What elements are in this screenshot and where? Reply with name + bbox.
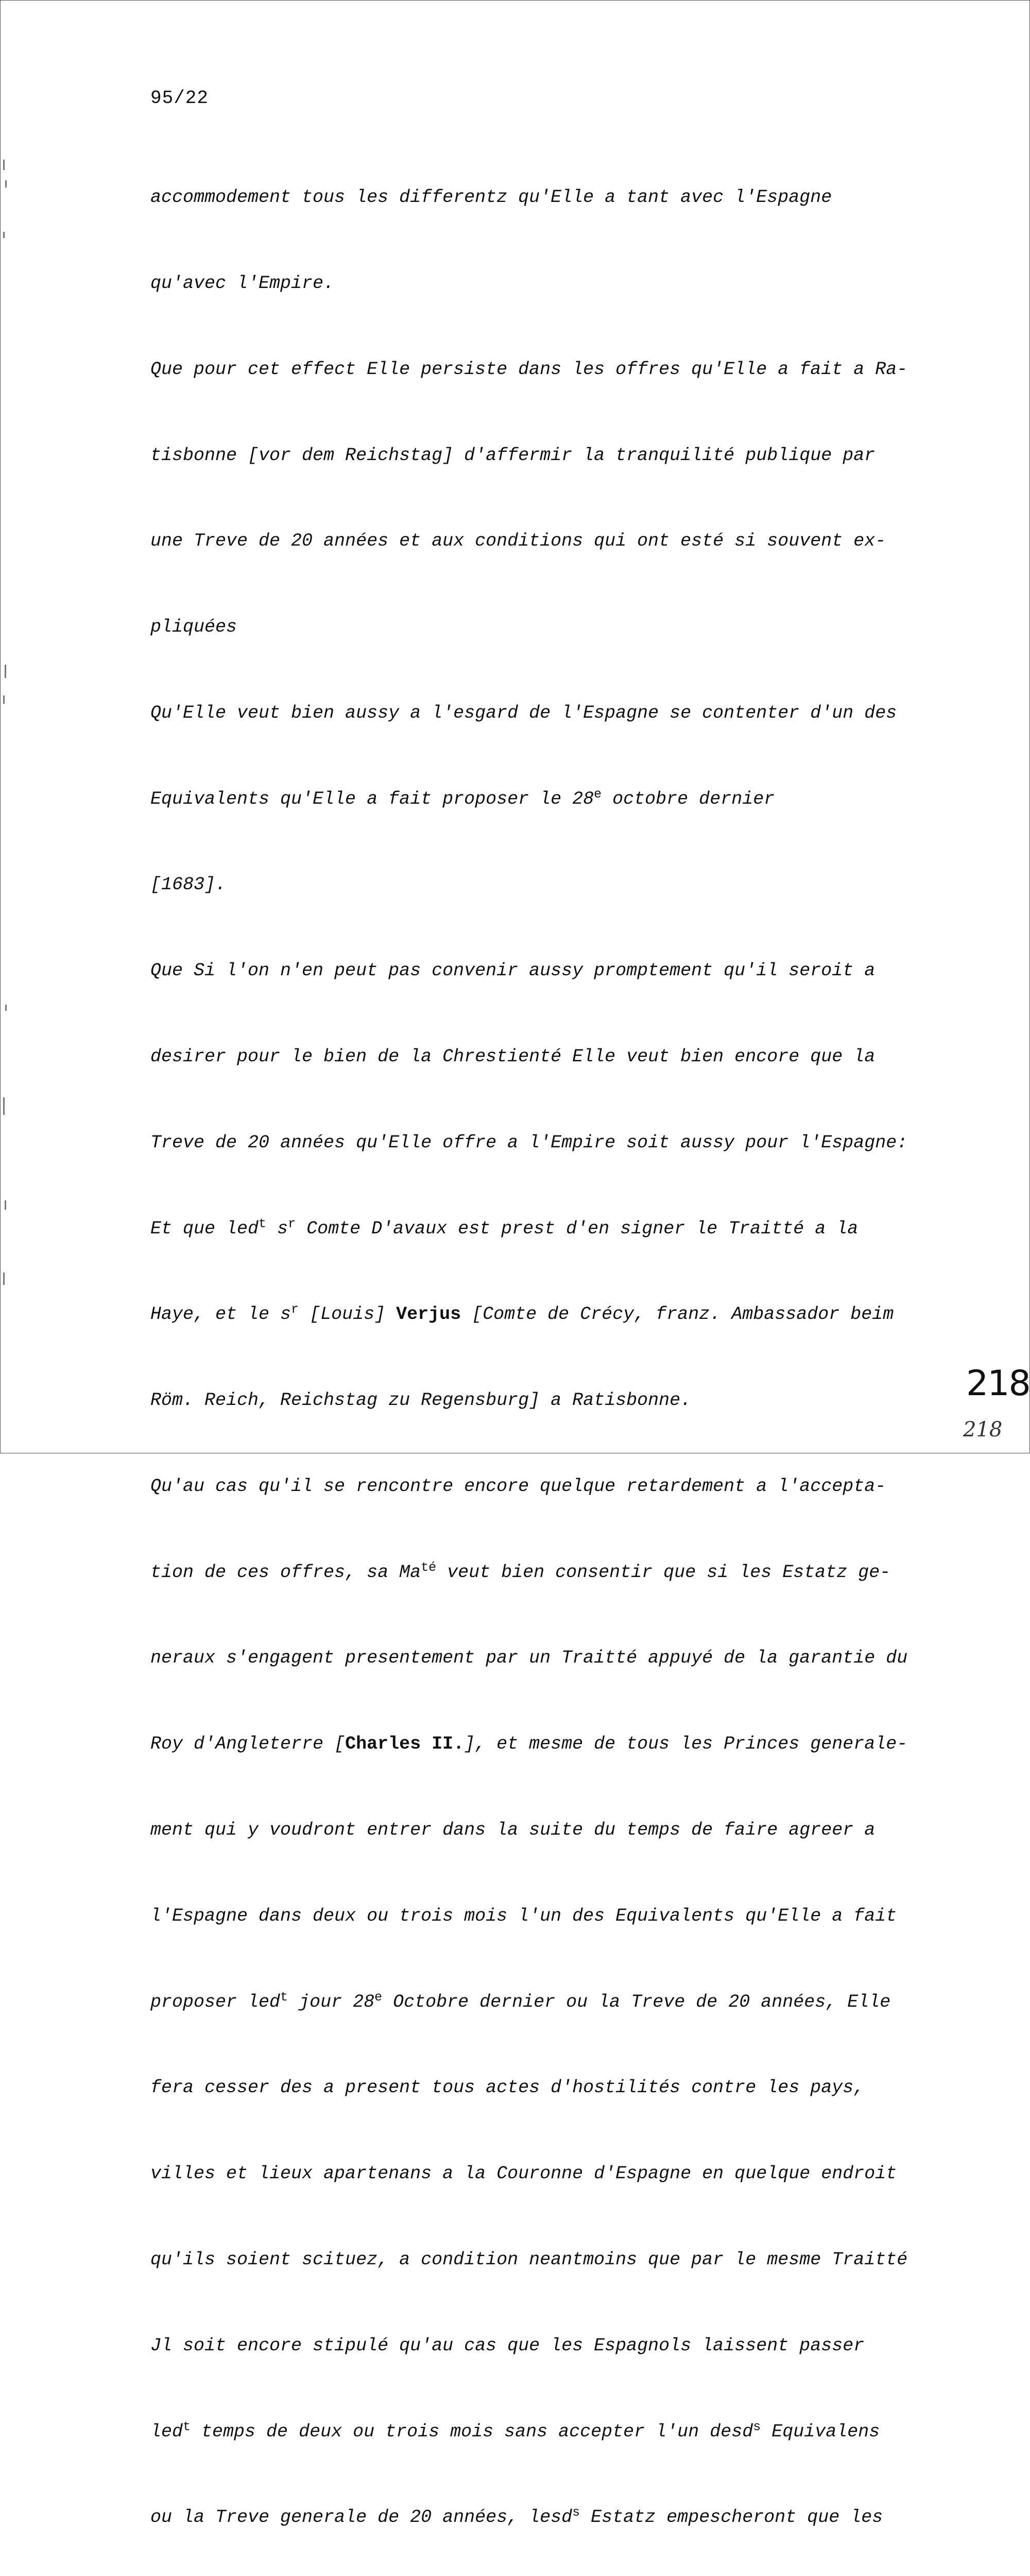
- text-line: tisbonne [vor dem Reichstag] d'affermir la tranquilité publique par: [150, 445, 876, 466]
- document-body: [150, 126, 954, 2576]
- text-line: Et que led$^t$ $s^r$ Comte D'avaux est prest d'en signer le Traitté a la: [150, 1216, 859, 1239]
- text-line: Treve de 20 années qu'Elle offre a l'Empire soit aussy pour l'Espagne:: [150, 1132, 908, 1153]
- page-number-handwritten: 218: [963, 1418, 1003, 1442]
- text-line: neraux s'engagent presentement par un Traitté appuyé de la garantie du: [150, 1648, 908, 1669]
- text-line: proposer led$^t$ jour 28e Octobre dernier ou la Treve de 20 années, Elle: [150, 1989, 891, 2012]
- text-line: tion de ces offres, sa $Ma^{té}$ veut bien consentir que si les Estatz ge-: [150, 1560, 891, 1583]
- text-line: ou la Treve generale de 20 années, lesd$^s$ Estatz empescheront que les: [150, 2505, 883, 2528]
- document-id: 95/22: [150, 88, 209, 109]
- text-line: Qu'Elle veut bien aussy a l'esgard de l'Espagne se contenter d'un des: [150, 702, 897, 723]
- text-line: ment qui y voudront entrer dans la suite du temps de faire agreer a: [150, 1820, 876, 1841]
- page-number: 218: [966, 1363, 1030, 1404]
- superscript: té: [421, 1560, 437, 1575]
- superscript: r: [291, 1302, 299, 1317]
- superscript: t: [259, 1216, 267, 1231]
- text-line: fera cesser des a present tous actes d'hostilités contre les pays,: [150, 2077, 865, 2098]
- text-line: une Treve de 20 années et aux conditions qui ont esté si souvent ex-: [150, 531, 886, 552]
- superscript: e: [374, 1989, 383, 2005]
- text-line: qu'ils soient scituez, a condition neantmoins que par le mesme Traitté: [150, 2249, 908, 2270]
- text-line: desirer pour le bien de la Chrestienté Elle veut bien encore que la: [150, 1046, 876, 1067]
- text-line: accommodement tous les differentz qu'Elle a tant avec l'Espagne: [150, 187, 832, 208]
- text-line: Qu'au cas qu'il se rencontre encore quelque retardement a l'accepta-: [150, 1476, 886, 1497]
- superscript: t: [280, 1989, 288, 2005]
- text-line: Röm. Reich, Reichstag zu Regensburg] a Ratisbonne.: [150, 1390, 692, 1411]
- superscript: s: [753, 2419, 761, 2434]
- superscript: e: [594, 786, 602, 802]
- text-line: Jl soit encore stipulé qu'au cas que les Espagnols laissent passer: [150, 2335, 865, 2356]
- superscript: s: [572, 2505, 580, 2520]
- superscript: t: [183, 2419, 191, 2434]
- text-line: Roy d'Angleterre [Charles II.], et mesme de tous les Princes generale-: [150, 1734, 908, 1755]
- scan-edge-marks: [3, 149, 10, 1334]
- text-line: l'Espagne dans deux ou trois mois l'un des Equivalents qu'Elle a fait: [150, 1905, 897, 1926]
- text-line: Que pour cet effect Elle persiste dans les offres qu'Elle a fait a Ra-: [150, 359, 908, 380]
- text-line: villes et lieux apartenans a la Couronne d'Espagne en quelque endroit: [150, 2163, 897, 2184]
- name-charles-ii: Charles II.: [345, 1734, 465, 1755]
- text-line: Haye, et le $s^r$ [Louis] Verjus [Comte de Crécy, franz. Ambassador beim: [150, 1302, 894, 1325]
- text-line: led$^t$ temps de deux ou trois mois sans accepter l'un desd$^s$ Equivalens: [150, 2419, 880, 2442]
- text-line: qu'avec l'Empire.: [150, 273, 335, 294]
- text-line: [1683].: [150, 874, 227, 895]
- text-line: pliquées: [150, 617, 237, 638]
- superscript: r: [288, 1216, 296, 1231]
- text-line: Equivalents qu'Elle a fait proposer le 28e octobre dernier: [150, 786, 775, 809]
- text-line: Que Si l'on n'en peut pas convenir aussy promptement qu'il seroit a: [150, 960, 876, 981]
- name-verjus: Verjus: [396, 1304, 461, 1325]
